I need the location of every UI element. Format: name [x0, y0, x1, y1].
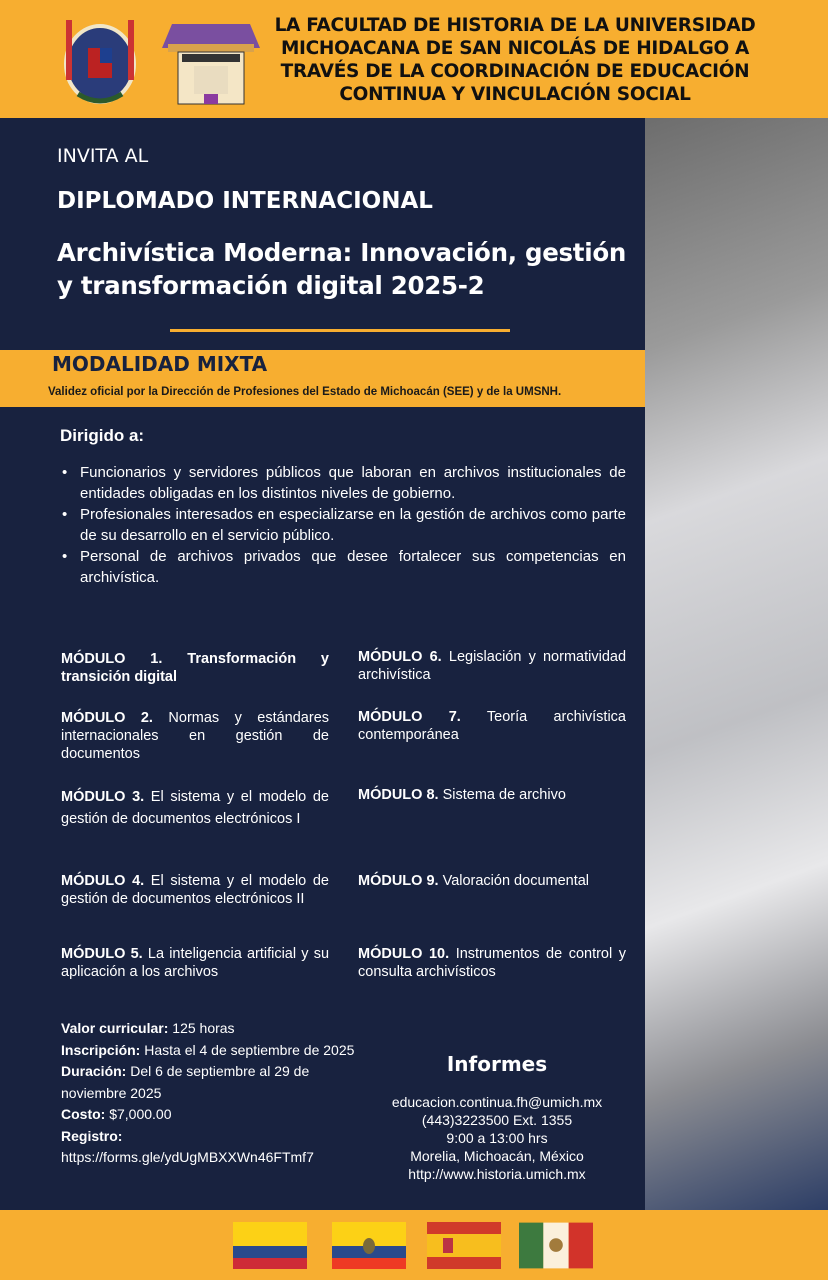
detail-registration: Registro: https://forms.gle/ydUgMBXXWn46FTmf7	[61, 1127, 314, 1165]
detail-duration: Duración: Del 6 de septiembre al 29 de noviembre 2025	[61, 1063, 310, 1101]
spain-flag-icon	[427, 1222, 501, 1269]
modality-band	[0, 350, 645, 407]
uandakuarhi-logo	[162, 14, 260, 106]
contact-heading: Informes	[446, 1052, 548, 1076]
header-banner	[0, 0, 828, 118]
contact-location: Morelia, Michoacán, México	[410, 1148, 584, 1164]
list-item: • Personal de archivos privados que desee fortalecer sus competencias en archivística.	[62, 546, 626, 588]
audience-list	[62, 462, 626, 588]
detail-credits: Valor curricular: 125 horas	[61, 1020, 235, 1036]
registration-link[interactable]: https://forms.gle/ydUgMBXXWn46FTmf7	[61, 1149, 314, 1165]
contact-website[interactable]: http://www.historia.umich.mx	[408, 1166, 586, 1182]
module-1: MÓDULO 1. Transformación y transición digital	[61, 651, 329, 685]
module-2: MÓDULO 2. Normas y estándares internacionales en gestión de documentos	[61, 710, 330, 762]
detail-cost: Costo: $7,000.00	[61, 1106, 172, 1122]
program-type: DIPLOMADO INTERNACIONAL	[57, 188, 433, 214]
divider	[170, 329, 510, 332]
umsnh-seal-logo	[58, 14, 142, 106]
mexico-flag-icon	[519, 1222, 593, 1269]
module-10: MÓDULO 10. Instrumentos de control y consulta archivísticos	[358, 946, 627, 980]
program-title: Archivística Moderna: Innovación, gestión y transformación digital 2025-2	[57, 238, 626, 300]
list-item: • Profesionales interesados en especializarse en la gestión de archivos como parte de su desarrollo en el servicio público.	[62, 504, 626, 546]
detail-enrollment: Inscripción: Hasta el 4 de septiembre de 2025	[61, 1041, 355, 1058]
module-7: MÓDULO 7. Teoría archivística contemporánea	[358, 709, 626, 743]
module-4: MÓDULO 4. El sistema y el modelo de gestión de documentos electrónicos II	[61, 873, 330, 907]
archive-files-photo	[645, 118, 828, 1210]
module-3: MÓDULO 3. El sistema y el modelo de gestión de documentos electrónicos I	[61, 789, 330, 827]
audience-heading: Dirigido a:	[60, 426, 145, 445]
contact-email[interactable]: educacion.continua.fh@umich.mx	[391, 1094, 603, 1110]
contact-hours: 9:00 a 13:00 hrs	[446, 1130, 548, 1146]
module-9: MÓDULO 9. Valoración documental	[358, 873, 590, 889]
module-8: MÓDULO 8. Sistema de archivo	[358, 787, 566, 803]
header-title: LA FACULTAD DE HISTORIA DE LA UNIVERSIDAD MICHOACANA DE SAN NICOLÁS DE HIDALGO A TRAVÉS DE LA COORDINACIÓN DE EDUCACIÓN CONTINUA Y VINCULACIÓN SOCIAL	[274, 15, 756, 105]
module-6: MÓDULO 6. Legislación y normatividad archivística	[358, 649, 627, 683]
program-details	[61, 1018, 361, 1169]
colombia-flag-icon	[233, 1222, 307, 1269]
list-item: • Funcionarios y servidores públicos que laboran en archivos institucionales de entidades obligadas en los distintos niveles de gobierno.	[62, 462, 626, 504]
modality: MODALIDAD MIXTA	[52, 352, 268, 376]
module-5: MÓDULO 5. La inteligencia artificial y su aplicación a los archivos	[61, 946, 330, 980]
invita-label: INVITA AL	[57, 145, 149, 167]
ecuador-flag-icon	[332, 1222, 406, 1269]
footer-flags	[0, 1210, 828, 1280]
contact-phone: (443)3223500 Ext. 1355	[421, 1112, 573, 1128]
contact-info	[372, 1093, 622, 1183]
validity-note: Validez oficial por la Dirección de Profesiones del Estado de Michoacán (SEE) y de la UMSNH.	[48, 386, 562, 398]
